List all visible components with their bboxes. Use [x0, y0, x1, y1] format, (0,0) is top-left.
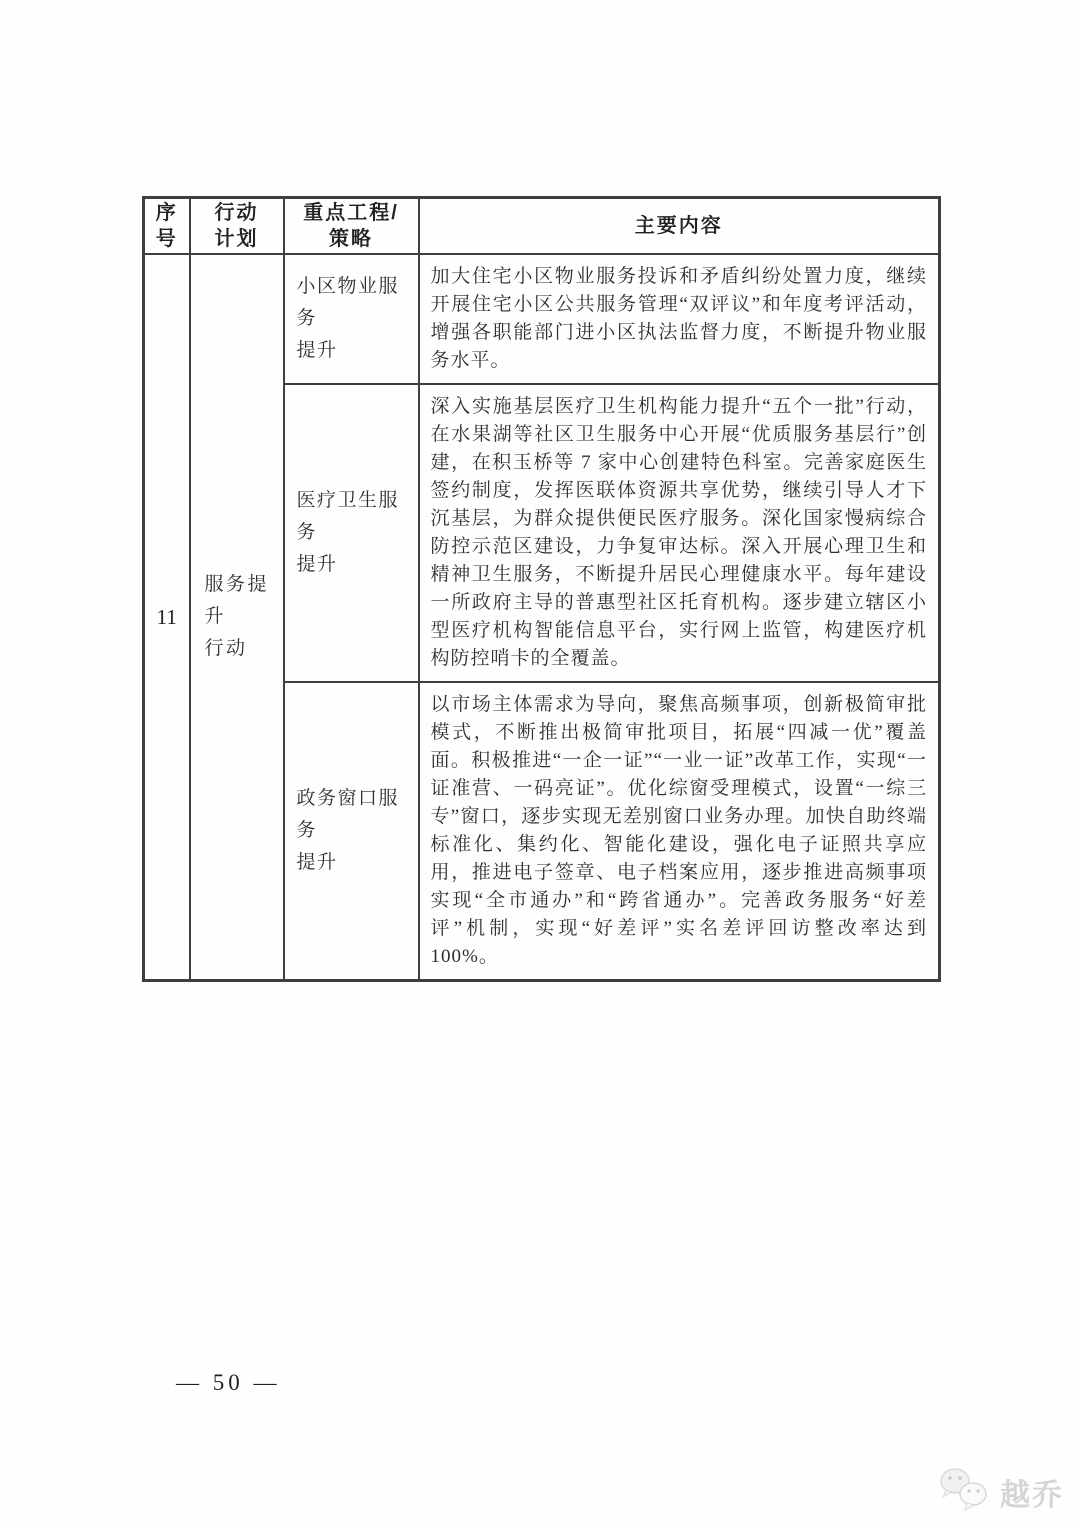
- cell-content-medical-service: 深入实施基层医疗卫生机构能力提升“五个一批”行动，在水果湖等社区卫生服务中心开展“优质服务基层行”创建，在积玉桥等 7 家中心创建特色科室。完善家庭医生签约制度，发挥医联体资源共享优势，继续引导人才下沉基层，为群众提供便民医疗服务。深化国家慢病综合防控示范区建设，力争复审达标。深入开展心理卫生和精神卫生服务，不断提升居民心理健康水平。每年建设一所政府主导的普惠型社区托育机构。逐步建立辖区小型医疗机构智能信息平台，实行网上监管，构建医疗机构防控哨卡的全覆盖。: [419, 384, 940, 682]
- wechat-icon: [936, 1466, 992, 1517]
- watermark: [936, 1466, 1064, 1517]
- cell-action-plan: 服务提升 行动: [190, 254, 284, 981]
- cell-strategy-property-service: 小区物业服务 提升: [284, 254, 419, 384]
- action-plan-table: [142, 196, 941, 982]
- table-header-row: [144, 198, 940, 255]
- col-header-action-plan: 行动 计划: [190, 198, 284, 255]
- page-number: — 50 —: [176, 1370, 281, 1395]
- table-row: [144, 254, 940, 384]
- cell-strategy-medical-service: 医疗卫生服务 提升: [284, 384, 419, 682]
- col-header-main-content: 主要内容: [419, 198, 940, 255]
- col-header-key-project: 重点工程/ 策略: [284, 198, 419, 255]
- cell-serial-number: 11: [144, 254, 190, 981]
- cell-strategy-gov-window-service: 政务窗口服务 提升: [284, 682, 419, 981]
- cell-content-property-service: 加大住宅小区物业服务投诉和矛盾纠纷处置力度，继续开展住宅小区公共服务管理“双评议”和年度考评活动，增强各职能部门进小区执法监督力度，不断提升物业服务水平。: [419, 254, 940, 384]
- col-header-serial: 序号: [144, 198, 190, 255]
- watermark-label: 越乔: [1000, 1478, 1064, 1512]
- cell-content-gov-window-service: 以市场主体需求为导向，聚焦高频事项，创新极简审批模式，不断推出极简审批项目，拓展“四减一优”覆盖面。积极推进“一企一证”“一业一证”改革工作，实现“一证准营、一码亮证”。优化综窗受理模式，设置“一综三专”窗口，逐步实现无差别窗口业务办理。加快自助终端标准化、集约化、智能化建设，强化电子证照共享应用，推进电子签章、电子档案应用，逐步推进高频事项实现“全市通办”和“跨省通办”。完善政务服务“好差评”机制，实现“好差评”实名差评回访整改率达到 100%。: [419, 682, 940, 981]
